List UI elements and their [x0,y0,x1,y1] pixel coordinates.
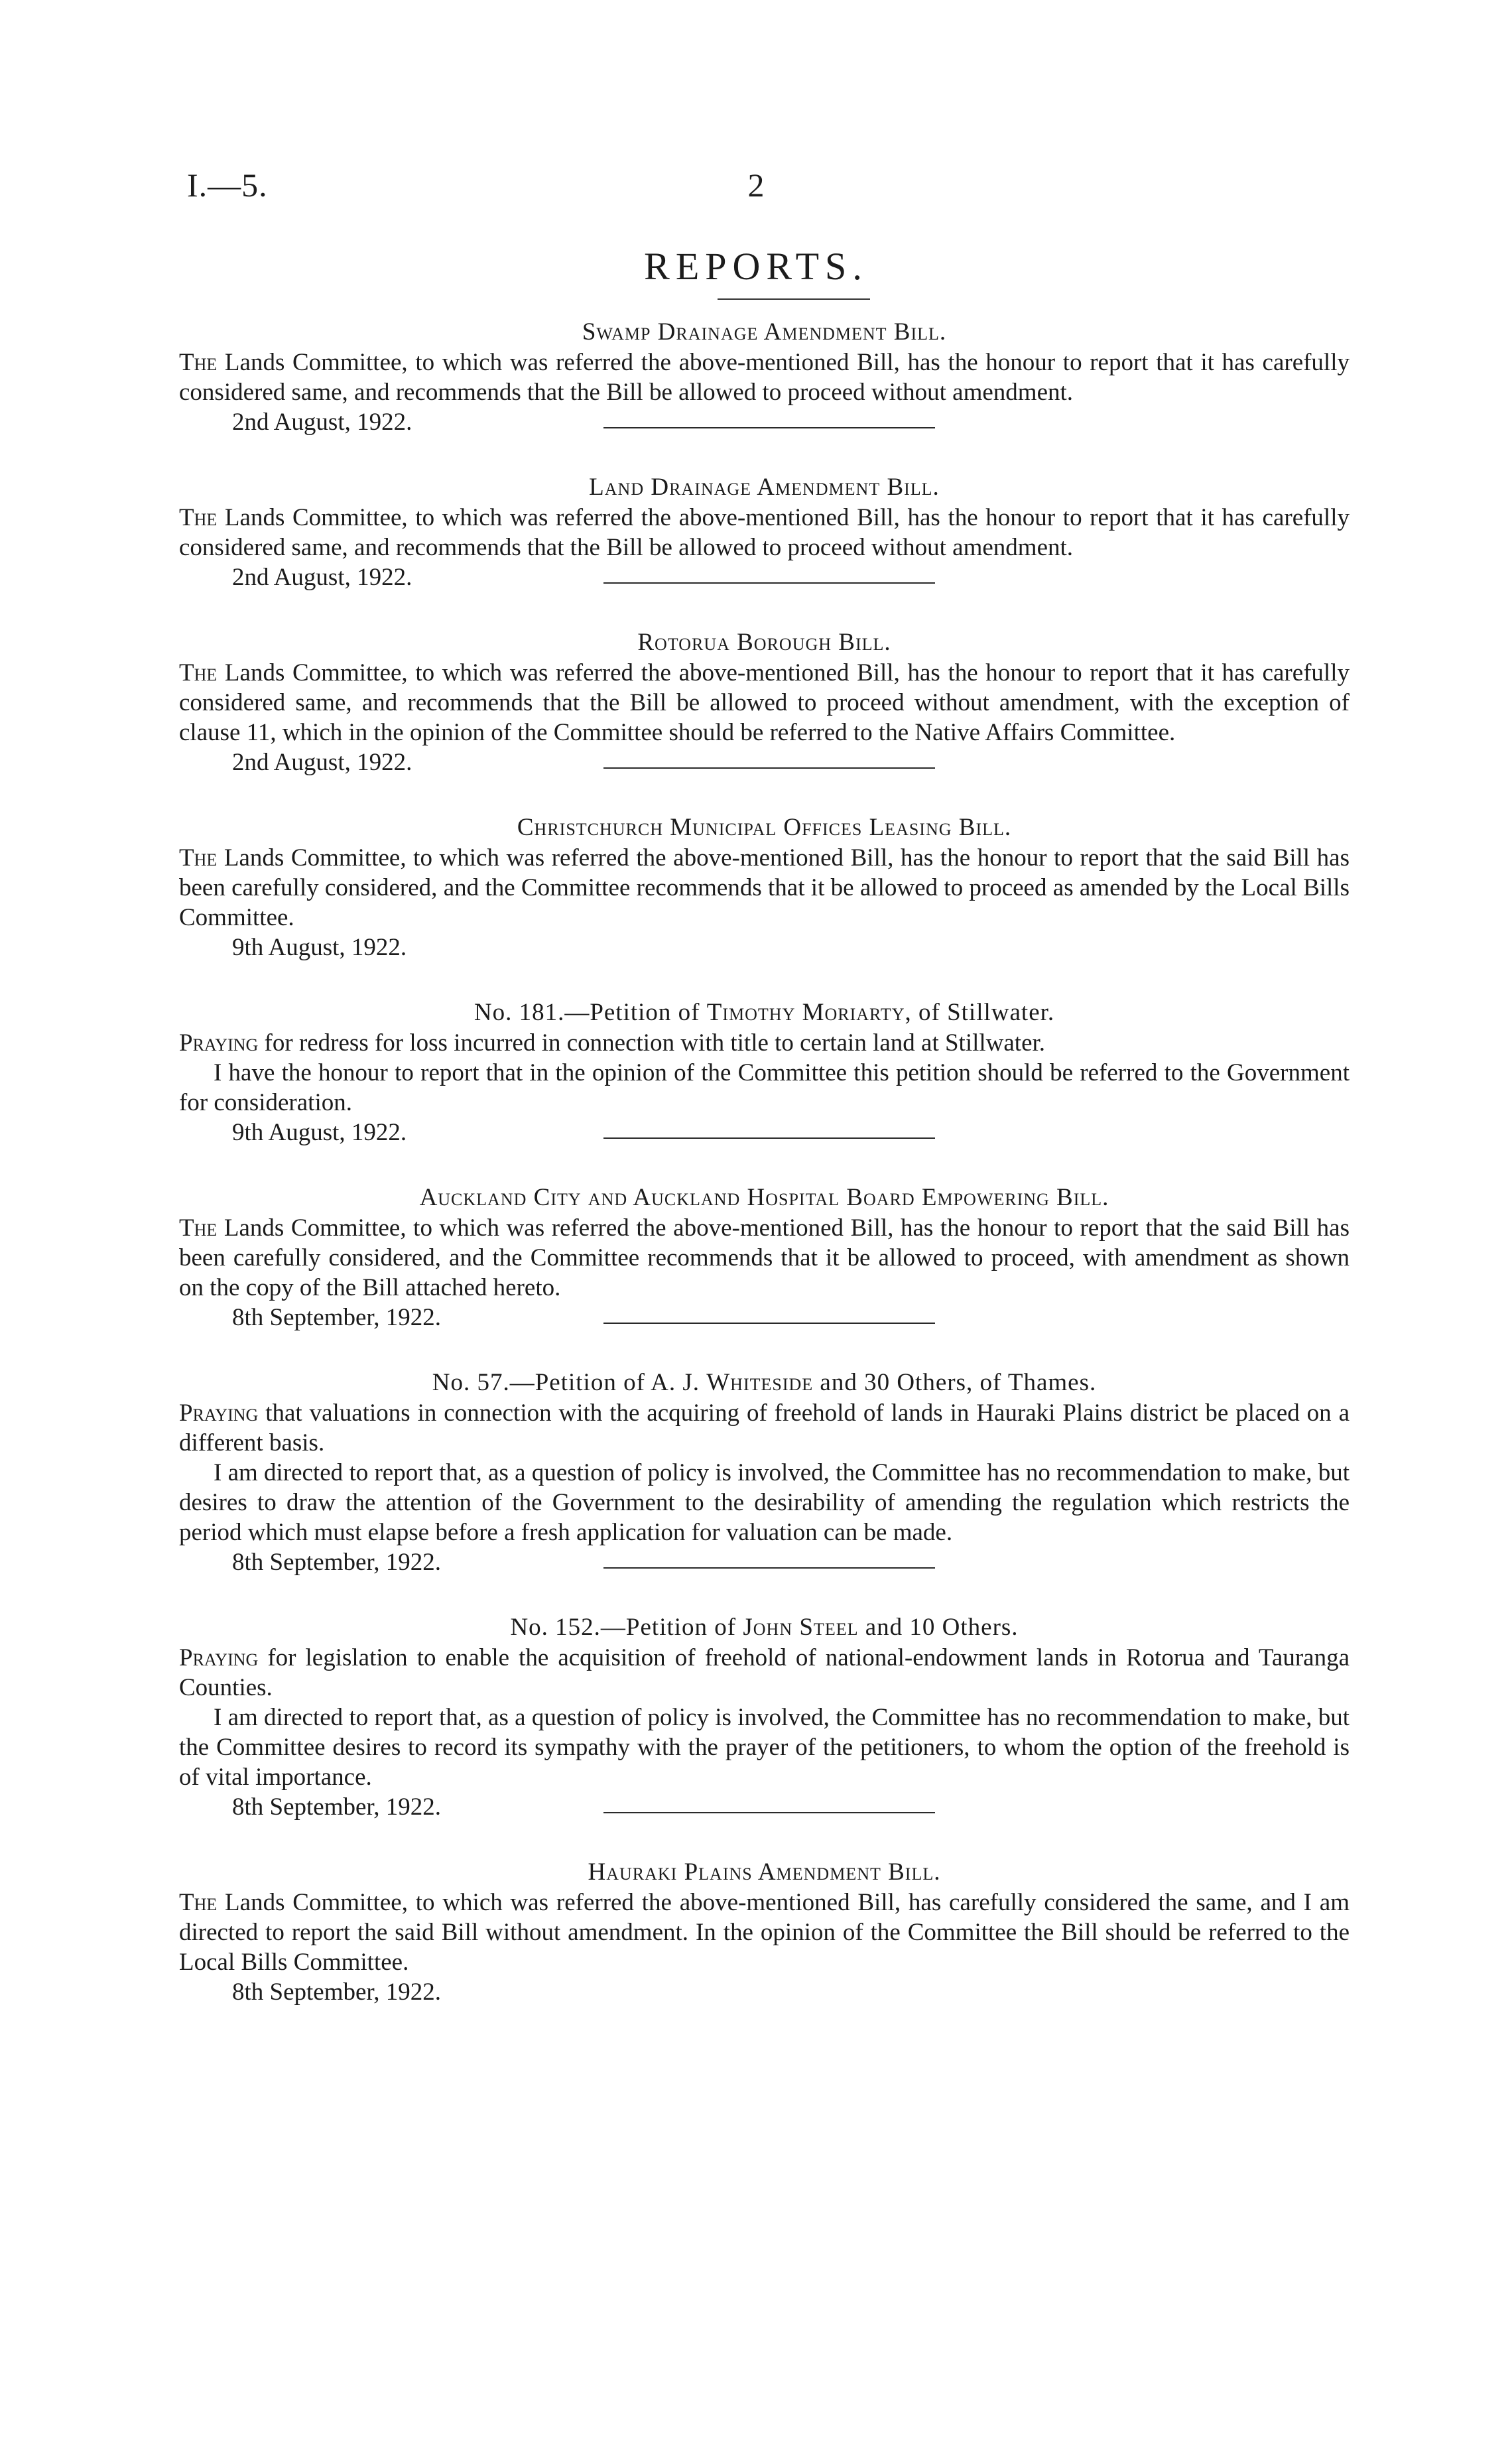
paragraph-text: Lands Committee, to which was referred the above-mentioned Bill, has the honour to report that it has carefully considered same, and recommends that the Bill be allowed to proceed without amendment. [179,349,1350,406]
petitioner-name: Whiteside [706,1369,814,1396]
section-divider [603,1567,935,1569]
report-heading: Land Drainage Amendment Bill. [589,474,940,501]
report-paragraph [179,1703,1350,1792]
report-paragraph [179,1398,1350,1458]
report-date: 2nd August, 1922. [232,749,412,776]
section-divider [603,767,935,769]
date-row [179,747,1350,778]
petitioner-name: John Steel [743,1614,859,1641]
section-divider [603,427,935,428]
title-rule [718,298,870,300]
date-row [179,1303,1350,1333]
report-heading: Christchurch Municipal Offices Leasing Bill. [517,814,1012,841]
lead-word: Praying [179,1029,259,1057]
report-date: 8th September, 1922. [232,1978,442,2006]
report-date: 2nd August, 1922. [232,564,412,591]
lead-word: Praying [179,1644,259,1671]
report-paragraph [179,1643,1350,1703]
report-date: 9th August, 1922. [232,934,407,961]
paragraph-text: for legislation to enable the acquisition of freehold of national-endowment lands in Rotorua and Tauranga Counties. [179,1644,1350,1701]
paragraph-text: I have the honour to report that in the opinion of the Committee this petition should be referred to the Government for consideration. [179,1059,1350,1116]
paragraph-text: I am directed to report that, as a question of policy is involved, the Committee has no recommendation to make, but the Committee desires to record its sympathy with the prayer of the petitioners, to whom the option of the freehold is of vital importance. [179,1704,1350,1791]
section-divider [603,582,935,584]
page-title: REPORTS. [644,245,868,288]
petition-152 [179,1612,1350,1823]
paragraph-text: Lands Committee, to which was referred the above-mentioned Bill, has the honour to report that it has carefully considered same, and recommends that the Bill be allowed to proceed without amendment. [179,504,1350,561]
report-hauraki-plains [179,1857,1350,2008]
heading-suffix: , of Stillwater. [905,999,1055,1026]
report-heading: Auckland City and Auckland Hospital Board Empowering Bill. [419,1184,1109,1211]
report-auckland-city [179,1183,1350,1333]
document-reference: I.—5. [187,166,268,204]
report-date: 8th September, 1922. [232,1793,442,1821]
heading-suffix: and 30 Others, of Thames. [813,1369,1097,1396]
date-row [179,407,1350,438]
lead-word: The [179,349,218,376]
report-heading: Hauraki Plains Amendment Bill. [588,1858,941,1886]
petition-heading [179,998,1350,1028]
report-swamp-drainage [179,317,1350,438]
report-paragraph [179,1058,1350,1118]
paragraph-text: Lands Committee, to which was referred the above-mentioned Bill, has the honour to report that it has carefully considered same, and recommends that the Bill be allowed to proceed without amendment, with the exception of clause 11, which in the opinion of the Committee should be referred to the Native Affairs Committee. [179,659,1350,746]
report-paragraph [179,843,1350,933]
lead-word: The [179,504,218,531]
heading-prefix: No. 57.—Petition of A. J. [432,1369,707,1396]
report-date: 8th September, 1922. [232,1304,442,1331]
report-heading: Rotorua Borough Bill. [637,629,891,656]
report-paragraph [179,1458,1350,1547]
lead-word: The [179,659,218,686]
paragraph-text: Lands Committee, to which was referred the above-mentioned Bill, has the honour to report that the said Bill has been carefully considered, and the Committee recommends that it be allowed to proceed as amended by the Local Bills Committee. [179,844,1350,931]
section-divider [603,1137,935,1139]
report-christchurch-offices [179,812,1350,963]
reports-body [179,317,1350,2008]
date-row [179,1977,1350,2008]
heading-prefix: No. 181.—Petition of [473,999,707,1026]
paragraph-text: I am directed to report that, as a question of policy is involved, the Committee has no recommendation to make, but desires to draw the attention of the Government to the desirability of amending the regulation which restricts the period which must elapse before a fresh application for valuation can be made. [179,1459,1350,1546]
report-paragraph [179,1028,1350,1058]
report-date: 2nd August, 1922. [232,409,412,436]
paragraph-text: that valuations in connection with the acquiring of freehold of lands in Hauraki Plains district be placed on a different basis. [179,1399,1350,1457]
date-row [179,562,1350,593]
lead-word: Praying [179,1399,259,1427]
section-divider [603,1323,935,1324]
report-paragraph [179,503,1350,562]
report-paragraph [179,1213,1350,1303]
heading-prefix: No. 152.—Petition of [510,1614,743,1641]
petition-181 [179,998,1350,1148]
report-date: 9th August, 1922. [232,1119,407,1146]
lead-word: The [179,1889,218,1916]
heading-suffix: and 10 Others. [858,1614,1019,1641]
report-rotorua-borough [179,627,1350,778]
report-paragraph [179,1888,1350,1977]
report-paragraph [179,348,1350,407]
paragraph-text: for redress for loss incurred in connection with title to certain land at Stillwater. [258,1029,1046,1057]
date-row [179,1792,1350,1823]
report-heading: Swamp Drainage Amendment Bill. [582,318,947,346]
lead-word: The [179,844,218,872]
report-date: 8th September, 1922. [232,1549,442,1576]
petition-heading [179,1612,1350,1643]
date-row [179,1547,1350,1578]
section-divider [603,1812,935,1813]
petition-57 [179,1368,1350,1578]
page-number: 2 [747,166,765,204]
petition-heading [179,1368,1350,1398]
petitioner-name: Timothy Moriarty [706,999,905,1026]
report-land-drainage [179,472,1350,593]
report-paragraph [179,658,1350,747]
paragraph-text: Lands Committee, to which was referred the above-mentioned Bill, has the honour to report that the said Bill has been carefully considered, and the Committee recommends that it be allowed to proceed, with amendment as shown on the copy of the Bill attached hereto. [179,1214,1350,1301]
date-row [179,1118,1350,1148]
paragraph-text: Lands Committee, to which was referred the above-mentioned Bill, has carefully considered the same, and I am directed to report the said Bill without amendment. In the opinion of the Committee the Bill should be referred to the Local Bills Committee. [179,1889,1350,1976]
lead-word: The [179,1214,218,1242]
date-row [179,933,1350,963]
